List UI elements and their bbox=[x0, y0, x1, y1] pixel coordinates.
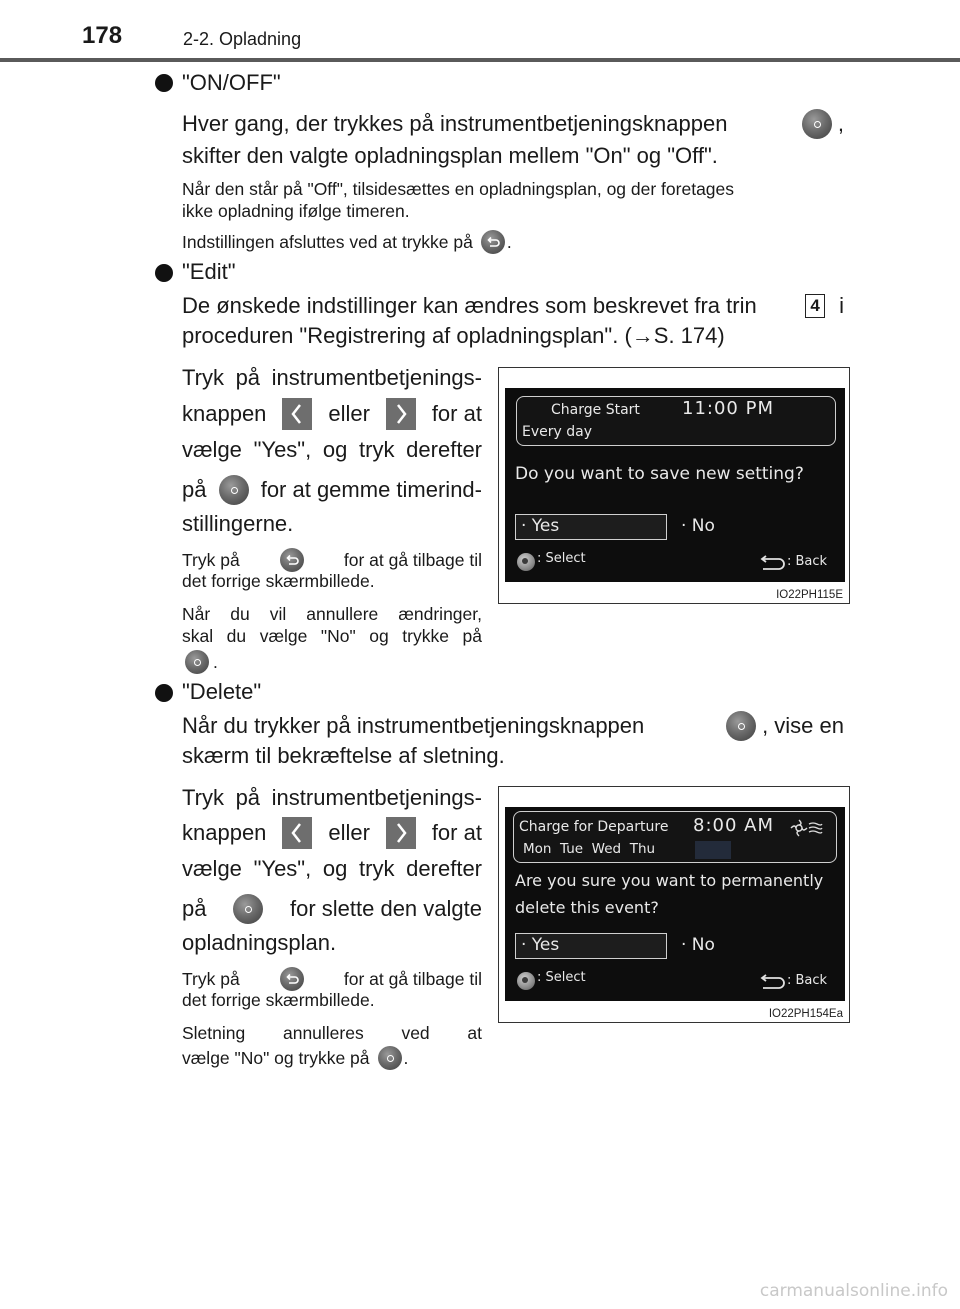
save-question: Do you want to save new setting? bbox=[515, 464, 804, 484]
edit-note4: skal du vælge "No" og trykke på bbox=[182, 626, 482, 646]
departure-days: Mon Tue Wed Thu bbox=[523, 841, 656, 857]
edit-para5: stillingerne. bbox=[182, 511, 294, 536]
delete-question-line1: Are you sure you want to permanently bbox=[515, 871, 824, 890]
edit-note5 bbox=[185, 650, 218, 674]
edit-para2 bbox=[182, 398, 482, 430]
edit-note5-end: . bbox=[213, 652, 218, 672]
onoff-note1: Når den står på "Off", tilsidesættes en opladningsplan, og der foretages bbox=[182, 179, 735, 199]
defrost-fan-icon bbox=[789, 817, 823, 839]
screen-delete-event bbox=[505, 807, 845, 1001]
header-rule bbox=[0, 58, 960, 62]
edit-line1-i: i bbox=[839, 293, 844, 318]
no-option-label[interactable]: · No bbox=[681, 516, 715, 536]
onoff-note3-end: . bbox=[506, 232, 512, 252]
control-dial-icon bbox=[378, 1046, 402, 1070]
edit-para4 bbox=[182, 474, 482, 506]
edit-note1-end: for at gå tilbage til bbox=[343, 550, 482, 570]
onoff-note3 bbox=[182, 230, 512, 254]
charge-start-time: 11:00 PM bbox=[682, 398, 774, 419]
control-dial-icon bbox=[233, 894, 263, 924]
edit-para2-knappen: knappen bbox=[182, 401, 267, 426]
days-highlight bbox=[695, 841, 731, 859]
delete-note1-text: Tryk på bbox=[182, 969, 240, 989]
control-dial-icon bbox=[802, 109, 832, 139]
edit-note1 bbox=[182, 548, 482, 572]
edit-para4-pa: på bbox=[182, 477, 207, 502]
delete-para1: Tryk på instrumentbetjenings- bbox=[182, 785, 482, 810]
edit-note3: Når du vil annullere ændringer, bbox=[182, 604, 482, 624]
delete-para4-text: for slette den valgte bbox=[289, 896, 482, 921]
figure-caption: IO22PH115E bbox=[776, 589, 843, 601]
back-button-icon bbox=[280, 967, 304, 991]
edit-para3: vælge "Yes", og tryk derefter bbox=[182, 437, 482, 462]
yes-option-label: · Yes bbox=[521, 516, 560, 536]
select-knob-icon bbox=[517, 553, 535, 571]
bullet-icon bbox=[155, 264, 173, 282]
delete-line1-text: Når du trykker på instrumentbetjeningsknappen bbox=[182, 713, 645, 738]
delete-line1-tail: , vise en bbox=[762, 713, 844, 738]
delete-note1-end: for at gå tilbage til bbox=[343, 969, 482, 989]
edit-line1-end bbox=[805, 290, 844, 322]
edit-note1-text: Tryk på bbox=[182, 550, 240, 570]
control-dial-icon bbox=[726, 711, 756, 741]
figure-caption: IO22PH154Ea bbox=[768, 1008, 843, 1020]
onoff-line2: skifter den valgte opladningsplan mellem "On" og "Off". bbox=[182, 143, 718, 168]
delete-note2: det forrige skærmbillede. bbox=[182, 990, 375, 1010]
edit-line2-page: S. 174) bbox=[653, 323, 725, 348]
delete-para2-forat: for at bbox=[431, 820, 482, 845]
delete-note4-end: . bbox=[403, 1048, 409, 1068]
delete-para5: opladningsplan. bbox=[182, 930, 337, 955]
onoff-line1-comma: , bbox=[837, 111, 844, 136]
onoff-line1 bbox=[182, 108, 844, 140]
delete-line1 bbox=[182, 710, 844, 742]
edit-line1-text: De ønskede indstillinger kan ændres som beskrevet fra trin bbox=[182, 293, 757, 318]
delete-note1 bbox=[182, 967, 482, 991]
section-title: 2-2. Opladning bbox=[183, 29, 302, 49]
step-number-box: 4 bbox=[805, 294, 825, 318]
delete-para4 bbox=[182, 893, 482, 925]
back-button-icon bbox=[481, 230, 505, 254]
delete-para4-pa: på bbox=[182, 896, 207, 921]
page-number: 178 bbox=[82, 22, 123, 49]
delete-para3: vælge "Yes", og tryk derefter bbox=[182, 856, 482, 881]
charge-start-label: Charge Start bbox=[551, 402, 640, 418]
yes-option-label: · Yes bbox=[521, 935, 560, 955]
back-hint-icon bbox=[757, 555, 787, 571]
back-hint: : Back bbox=[787, 554, 828, 569]
edit-para2-eller: eller bbox=[328, 401, 370, 426]
edit-line2 bbox=[182, 320, 725, 352]
delete-question-line2: delete this event? bbox=[515, 898, 659, 917]
schedule-days: Every day bbox=[522, 424, 592, 440]
onoff-line1-text: Hver gang, der trykkes på instrumentbetjeningsknappen bbox=[182, 111, 728, 136]
bullet-icon bbox=[155, 74, 173, 92]
onoff-note3-text: Indstillingen afsluttes ved at trykke på bbox=[182, 232, 473, 252]
figure-save-setting bbox=[498, 367, 850, 604]
back-button-icon bbox=[280, 548, 304, 572]
edit-para4-text: for at gemme timerind- bbox=[260, 477, 482, 502]
delete-title: "Delete" bbox=[182, 679, 262, 704]
figure-delete-event bbox=[498, 786, 850, 1023]
arrow-left-icon bbox=[282, 817, 312, 849]
control-dial-icon bbox=[185, 650, 209, 674]
delete-line2: skærm til bekræftelse af sletning. bbox=[182, 743, 505, 768]
edit-title: "Edit" bbox=[182, 259, 236, 284]
onoff-note2: ikke opladning ifølge timeren. bbox=[182, 201, 410, 221]
screen-save-setting bbox=[505, 388, 845, 582]
delete-para2 bbox=[182, 817, 482, 849]
select-hint: : Select bbox=[537, 551, 586, 566]
edit-line2-text: proceduren "Registrering af opladningsplan". ( bbox=[182, 323, 632, 348]
onoff-line1-end bbox=[802, 108, 844, 140]
edit-para1: Tryk på instrumentbetjenings- bbox=[182, 365, 482, 390]
select-knob-icon bbox=[517, 972, 535, 990]
back-hint: : Back bbox=[787, 973, 828, 988]
edit-note2: det forrige skærmbillede. bbox=[182, 571, 375, 591]
delete-para2-eller: eller bbox=[328, 820, 370, 845]
control-dial-icon bbox=[219, 475, 249, 505]
delete-line1-end bbox=[726, 710, 844, 742]
departure-time: 8:00 AM bbox=[693, 815, 774, 836]
onoff-title: "ON/OFF" bbox=[182, 70, 281, 95]
back-hint-icon bbox=[757, 974, 787, 990]
page-ref-arrow: → bbox=[631, 323, 654, 348]
delete-note4 bbox=[182, 1046, 408, 1070]
delete-para2-knappen: knappen bbox=[182, 820, 267, 845]
delete-note4-text: vælge "No" og trykke på bbox=[182, 1048, 370, 1068]
arrow-right-icon bbox=[386, 817, 416, 849]
arrow-left-icon bbox=[282, 398, 312, 430]
edit-para2-forat: for at bbox=[431, 401, 482, 426]
bullet-icon bbox=[155, 684, 173, 702]
arrow-right-icon bbox=[386, 398, 416, 430]
edit-line1 bbox=[182, 290, 844, 322]
select-hint: : Select bbox=[537, 970, 586, 985]
watermark: carmanualsonline.info bbox=[759, 1281, 948, 1301]
departure-label: Charge for Departure bbox=[519, 819, 669, 835]
no-option-label[interactable]: · No bbox=[681, 935, 715, 955]
delete-note3: Sletning annulleres ved at bbox=[182, 1023, 482, 1043]
